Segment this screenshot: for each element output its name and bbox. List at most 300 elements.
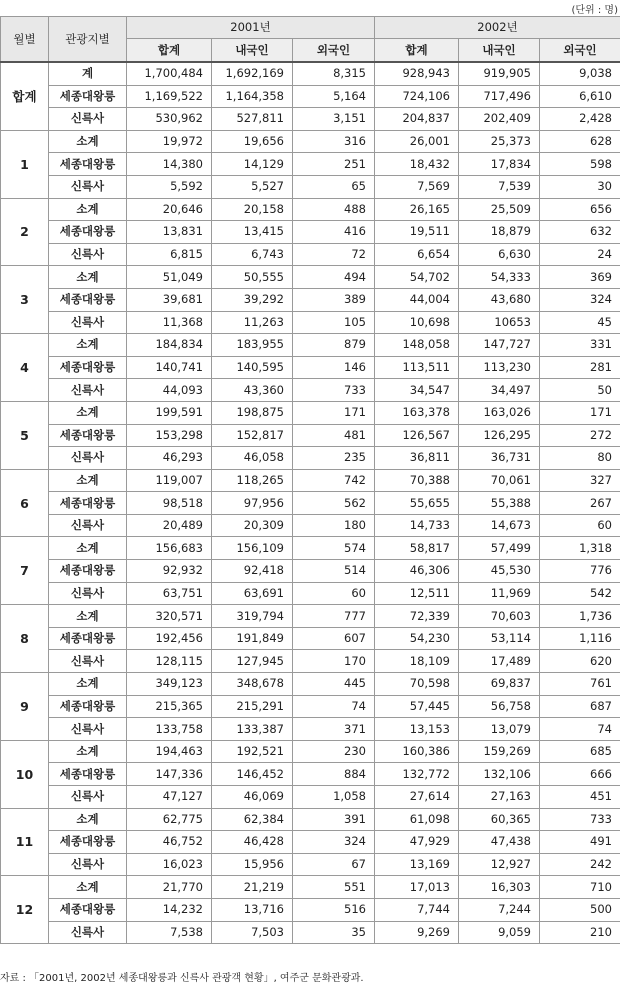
value-cell: 7,539 <box>459 175 540 198</box>
site-cell: 세종대왕릉 <box>49 85 127 108</box>
value-cell: 132,106 <box>459 763 540 786</box>
value-cell: 24 <box>540 243 620 266</box>
value-cell: 514 <box>293 560 375 583</box>
value-cell: 733 <box>293 379 375 402</box>
value-cell: 21,219 <box>212 876 293 899</box>
value-cell: 12,927 <box>459 853 540 876</box>
value-cell: 53,114 <box>459 627 540 650</box>
value-cell: 17,834 <box>459 153 540 176</box>
value-cell: 215,291 <box>212 695 293 718</box>
value-cell: 54,333 <box>459 266 540 289</box>
value-cell: 879 <box>293 334 375 357</box>
value-cell: 607 <box>293 627 375 650</box>
value-cell: 54,702 <box>375 266 459 289</box>
table-row <box>1 921 620 944</box>
value-cell: 6,610 <box>540 85 620 108</box>
value-cell: 516 <box>293 898 375 921</box>
value-cell: 69,837 <box>459 673 540 696</box>
header-total-2002: 합계 <box>375 39 459 63</box>
value-cell: 391 <box>293 808 375 831</box>
value-cell: 118,265 <box>212 469 293 492</box>
table-row <box>1 627 620 650</box>
site-cell: 소계 <box>49 266 127 289</box>
table-row <box>1 311 620 334</box>
value-cell: 61,098 <box>375 808 459 831</box>
table-row <box>1 650 620 673</box>
value-cell: 50,555 <box>212 266 293 289</box>
site-cell: 세종대왕릉 <box>49 492 127 515</box>
site-cell: 세종대왕릉 <box>49 288 127 311</box>
header-domestic-2001: 내국인 <box>212 39 293 63</box>
value-cell: 70,061 <box>459 469 540 492</box>
site-cell: 세종대왕릉 <box>49 221 127 244</box>
table-row <box>1 198 620 221</box>
value-cell: 324 <box>293 831 375 854</box>
value-cell: 63,691 <box>212 582 293 605</box>
value-cell: 25,509 <box>459 198 540 221</box>
value-cell: 562 <box>293 492 375 515</box>
value-cell: 191,849 <box>212 627 293 650</box>
site-cell: 소계 <box>49 740 127 763</box>
value-cell: 113,230 <box>459 356 540 379</box>
value-cell: 46,058 <box>212 447 293 470</box>
value-cell: 192,456 <box>127 627 212 650</box>
table-body <box>1 62 620 944</box>
site-cell: 세종대왕릉 <box>49 831 127 854</box>
value-cell: 133,758 <box>127 718 212 741</box>
value-cell: 50 <box>540 379 620 402</box>
value-cell: 171 <box>293 401 375 424</box>
value-cell: 10,698 <box>375 311 459 334</box>
site-cell: 신륵사 <box>49 718 127 741</box>
value-cell: 133,387 <box>212 718 293 741</box>
value-cell: 19,972 <box>127 130 212 153</box>
table-row <box>1 718 620 741</box>
value-cell: 724,106 <box>375 85 459 108</box>
value-cell: 140,595 <box>212 356 293 379</box>
value-cell: 2,428 <box>540 108 620 131</box>
value-cell: 46,428 <box>212 831 293 854</box>
value-cell: 5,164 <box>293 85 375 108</box>
value-cell: 369 <box>540 266 620 289</box>
value-cell: 928,943 <box>375 62 459 85</box>
value-cell: 327 <box>540 469 620 492</box>
value-cell: 57,445 <box>375 695 459 718</box>
value-cell: 7,569 <box>375 175 459 198</box>
value-cell: 13,831 <box>127 221 212 244</box>
value-cell: 119,007 <box>127 469 212 492</box>
value-cell: 389 <box>293 288 375 311</box>
value-cell: 146,452 <box>212 763 293 786</box>
value-cell: 153,298 <box>127 424 212 447</box>
value-cell: 272 <box>540 424 620 447</box>
value-cell: 488 <box>293 198 375 221</box>
source-note: 자료 : 「2001년, 2002년 세종대왕릉과 신륵사 관광객 현황」, 여주군 문화관광과. <box>0 973 364 984</box>
site-cell: 소계 <box>49 808 127 831</box>
table-row <box>1 469 620 492</box>
site-cell: 세종대왕릉 <box>49 898 127 921</box>
value-cell: 72,339 <box>375 605 459 628</box>
value-cell: 7,744 <box>375 898 459 921</box>
table-row <box>1 401 620 424</box>
value-cell: 17,489 <box>459 650 540 673</box>
value-cell: 9,038 <box>540 62 620 85</box>
value-cell: 194,463 <box>127 740 212 763</box>
value-cell: 74 <box>540 718 620 741</box>
value-cell: 70,598 <box>375 673 459 696</box>
site-cell: 신륵사 <box>49 786 127 809</box>
header-year-2001: 2001년 <box>127 17 375 39</box>
header-year-2002: 2002년 <box>375 17 620 39</box>
value-cell: 14,129 <box>212 153 293 176</box>
value-cell: 70,603 <box>459 605 540 628</box>
value-cell: 39,681 <box>127 288 212 311</box>
value-cell: 20,309 <box>212 514 293 537</box>
value-cell: 21,770 <box>127 876 212 899</box>
value-cell: 451 <box>540 786 620 809</box>
value-cell: 20,489 <box>127 514 212 537</box>
value-cell: 183,955 <box>212 334 293 357</box>
value-cell: 349,123 <box>127 673 212 696</box>
value-cell: 14,673 <box>459 514 540 537</box>
value-cell: 55,655 <box>375 492 459 515</box>
value-cell: 3,151 <box>293 108 375 131</box>
value-cell: 491 <box>540 831 620 854</box>
value-cell: 267 <box>540 492 620 515</box>
value-cell: 36,811 <box>375 447 459 470</box>
table-row <box>1 379 620 402</box>
value-cell: 72 <box>293 243 375 266</box>
value-cell: 685 <box>540 740 620 763</box>
value-cell: 574 <box>293 537 375 560</box>
value-cell: 146 <box>293 356 375 379</box>
value-cell: 11,368 <box>127 311 212 334</box>
value-cell: 632 <box>540 221 620 244</box>
site-cell: 신륵사 <box>49 853 127 876</box>
value-cell: 20,646 <box>127 198 212 221</box>
value-cell: 9,059 <box>459 921 540 944</box>
value-cell: 6,815 <box>127 243 212 266</box>
month-cell: 2 <box>1 198 49 266</box>
value-cell: 251 <box>293 153 375 176</box>
value-cell: 152,817 <box>212 424 293 447</box>
table-row <box>1 62 620 85</box>
value-cell: 105 <box>293 311 375 334</box>
value-cell: 1,169,522 <box>127 85 212 108</box>
header-row-years <box>1 17 620 39</box>
site-cell: 소계 <box>49 130 127 153</box>
table-row <box>1 447 620 470</box>
value-cell: 127,945 <box>212 650 293 673</box>
value-cell: 210 <box>540 921 620 944</box>
value-cell: 371 <box>293 718 375 741</box>
value-cell: 777 <box>293 605 375 628</box>
value-cell: 11,263 <box>212 311 293 334</box>
value-cell: 319,794 <box>212 605 293 628</box>
value-cell: 44,004 <box>375 288 459 311</box>
value-cell: 46,306 <box>375 560 459 583</box>
table-row <box>1 853 620 876</box>
value-cell: 55,388 <box>459 492 540 515</box>
value-cell: 140,741 <box>127 356 212 379</box>
value-cell: 160,386 <box>375 740 459 763</box>
value-cell: 14,733 <box>375 514 459 537</box>
value-cell: 884 <box>293 763 375 786</box>
value-cell: 717,496 <box>459 85 540 108</box>
value-cell: 324 <box>540 288 620 311</box>
site-cell: 신륵사 <box>49 311 127 334</box>
value-cell: 128,115 <box>127 650 212 673</box>
value-cell: 80 <box>540 447 620 470</box>
value-cell: 204,837 <box>375 108 459 131</box>
table-row <box>1 334 620 357</box>
value-cell: 13,169 <box>375 853 459 876</box>
table-row <box>1 808 620 831</box>
value-cell: 919,905 <box>459 62 540 85</box>
value-cell: 170 <box>293 650 375 673</box>
value-cell: 44,093 <box>127 379 212 402</box>
value-cell: 500 <box>540 898 620 921</box>
site-cell: 신륵사 <box>49 243 127 266</box>
header-site: 관광지별 <box>49 17 127 63</box>
value-cell: 25,373 <box>459 130 540 153</box>
value-cell: 281 <box>540 356 620 379</box>
table-row <box>1 560 620 583</box>
table-row <box>1 898 620 921</box>
value-cell: 126,567 <box>375 424 459 447</box>
value-cell: 60 <box>293 582 375 605</box>
value-cell: 11,969 <box>459 582 540 605</box>
value-cell: 46,069 <box>212 786 293 809</box>
value-cell: 530,962 <box>127 108 212 131</box>
month-cell: 8 <box>1 605 49 673</box>
site-cell: 신륵사 <box>49 447 127 470</box>
value-cell: 542 <box>540 582 620 605</box>
value-cell: 171 <box>540 401 620 424</box>
value-cell: 35 <box>293 921 375 944</box>
site-cell: 신륵사 <box>49 650 127 673</box>
value-cell: 62,384 <box>212 808 293 831</box>
value-cell: 26,165 <box>375 198 459 221</box>
value-cell: 13,716 <box>212 898 293 921</box>
site-cell: 신륵사 <box>49 379 127 402</box>
value-cell: 67 <box>293 853 375 876</box>
table-row <box>1 673 620 696</box>
value-cell: 445 <box>293 673 375 696</box>
value-cell: 47,127 <box>127 786 212 809</box>
table-row <box>1 108 620 131</box>
value-cell: 62,775 <box>127 808 212 831</box>
value-cell: 12,511 <box>375 582 459 605</box>
value-cell: 74 <box>293 695 375 718</box>
table-row <box>1 85 620 108</box>
table-row <box>1 221 620 244</box>
value-cell: 1,164,358 <box>212 85 293 108</box>
site-cell: 소계 <box>49 605 127 628</box>
table-row <box>1 537 620 560</box>
value-cell: 34,497 <box>459 379 540 402</box>
value-cell: 60,365 <box>459 808 540 831</box>
table-row <box>1 153 620 176</box>
value-cell: 46,752 <box>127 831 212 854</box>
value-cell: 34,547 <box>375 379 459 402</box>
value-cell: 18,432 <box>375 153 459 176</box>
value-cell: 13,415 <box>212 221 293 244</box>
site-cell: 소계 <box>49 198 127 221</box>
month-cell: 11 <box>1 808 49 876</box>
value-cell: 6,630 <box>459 243 540 266</box>
value-cell: 17,013 <box>375 876 459 899</box>
site-cell: 세종대왕릉 <box>49 560 127 583</box>
value-cell: 656 <box>540 198 620 221</box>
site-cell: 신륵사 <box>49 921 127 944</box>
site-cell: 세종대왕릉 <box>49 356 127 379</box>
value-cell: 16,023 <box>127 853 212 876</box>
value-cell: 1,736 <box>540 605 620 628</box>
month-cell: 12 <box>1 876 49 944</box>
value-cell: 98,518 <box>127 492 212 515</box>
value-cell: 6,743 <box>212 243 293 266</box>
value-cell: 92,932 <box>127 560 212 583</box>
value-cell: 527,811 <box>212 108 293 131</box>
month-cell: 합계 <box>1 62 49 130</box>
table-row <box>1 763 620 786</box>
value-cell: 1,058 <box>293 786 375 809</box>
month-cell: 5 <box>1 401 49 469</box>
value-cell: 46,293 <box>127 447 212 470</box>
value-cell: 58,817 <box>375 537 459 560</box>
header-foreign-2002: 외국인 <box>540 39 620 63</box>
header-domestic-2002: 내국인 <box>459 39 540 63</box>
value-cell: 51,049 <box>127 266 212 289</box>
value-cell: 126,295 <box>459 424 540 447</box>
value-cell: 7,503 <box>212 921 293 944</box>
value-cell: 481 <box>293 424 375 447</box>
value-cell: 348,678 <box>212 673 293 696</box>
value-cell: 742 <box>293 469 375 492</box>
value-cell: 5,592 <box>127 175 212 198</box>
table-row <box>1 695 620 718</box>
value-cell: 1,692,169 <box>212 62 293 85</box>
value-cell: 45 <box>540 311 620 334</box>
site-cell: 세종대왕릉 <box>49 627 127 650</box>
value-cell: 26,001 <box>375 130 459 153</box>
value-cell: 27,614 <box>375 786 459 809</box>
site-cell: 세종대왕릉 <box>49 695 127 718</box>
value-cell: 628 <box>540 130 620 153</box>
table-header <box>1 17 620 63</box>
value-cell: 15,956 <box>212 853 293 876</box>
value-cell: 57,499 <box>459 537 540 560</box>
value-cell: 63,751 <box>127 582 212 605</box>
value-cell: 97,956 <box>212 492 293 515</box>
month-cell: 1 <box>1 130 49 198</box>
table-row <box>1 514 620 537</box>
value-cell: 7,538 <box>127 921 212 944</box>
table-row <box>1 424 620 447</box>
value-cell: 13,153 <box>375 718 459 741</box>
value-cell: 30 <box>540 175 620 198</box>
value-cell: 54,230 <box>375 627 459 650</box>
value-cell: 416 <box>293 221 375 244</box>
value-cell: 202,409 <box>459 108 540 131</box>
value-cell: 113,511 <box>375 356 459 379</box>
value-cell: 687 <box>540 695 620 718</box>
header-month: 월별 <box>1 17 49 63</box>
value-cell: 16,303 <box>459 876 540 899</box>
value-cell: 192,521 <box>212 740 293 763</box>
value-cell: 733 <box>540 808 620 831</box>
value-cell: 14,380 <box>127 153 212 176</box>
value-cell: 199,591 <box>127 401 212 424</box>
value-cell: 163,378 <box>375 401 459 424</box>
value-cell: 1,116 <box>540 627 620 650</box>
value-cell: 10653 <box>459 311 540 334</box>
month-cell: 3 <box>1 266 49 334</box>
value-cell: 43,360 <box>212 379 293 402</box>
value-cell: 761 <box>540 673 620 696</box>
value-cell: 148,058 <box>375 334 459 357</box>
value-cell: 18,879 <box>459 221 540 244</box>
value-cell: 242 <box>540 853 620 876</box>
value-cell: 60 <box>540 514 620 537</box>
value-cell: 163,026 <box>459 401 540 424</box>
value-cell: 8,315 <box>293 62 375 85</box>
header-total-2001: 합계 <box>127 39 212 63</box>
value-cell: 14,232 <box>127 898 212 921</box>
value-cell: 47,929 <box>375 831 459 854</box>
table-row <box>1 582 620 605</box>
value-cell: 1,700,484 <box>127 62 212 85</box>
value-cell: 551 <box>293 876 375 899</box>
value-cell: 27,163 <box>459 786 540 809</box>
value-cell: 39,292 <box>212 288 293 311</box>
table-row <box>1 356 620 379</box>
site-cell: 소계 <box>49 334 127 357</box>
value-cell: 215,365 <box>127 695 212 718</box>
value-cell: 320,571 <box>127 605 212 628</box>
value-cell: 13,079 <box>459 718 540 741</box>
value-cell: 19,511 <box>375 221 459 244</box>
value-cell: 666 <box>540 763 620 786</box>
table-row <box>1 130 620 153</box>
table-row <box>1 605 620 628</box>
table-row <box>1 786 620 809</box>
value-cell: 147,336 <box>127 763 212 786</box>
site-cell: 소계 <box>49 876 127 899</box>
value-cell: 235 <box>293 447 375 470</box>
site-cell: 세종대왕릉 <box>49 153 127 176</box>
site-cell: 신륵사 <box>49 582 127 605</box>
value-cell: 65 <box>293 175 375 198</box>
table-row <box>1 175 620 198</box>
value-cell: 7,244 <box>459 898 540 921</box>
value-cell: 132,772 <box>375 763 459 786</box>
value-cell: 180 <box>293 514 375 537</box>
value-cell: 331 <box>540 334 620 357</box>
value-cell: 70,388 <box>375 469 459 492</box>
value-cell: 56,758 <box>459 695 540 718</box>
value-cell: 776 <box>540 560 620 583</box>
visitor-statistics-table <box>0 16 620 944</box>
value-cell: 9,269 <box>375 921 459 944</box>
value-cell: 494 <box>293 266 375 289</box>
value-cell: 45,530 <box>459 560 540 583</box>
site-cell: 소계 <box>49 401 127 424</box>
site-cell: 소계 <box>49 537 127 560</box>
site-cell: 신륵사 <box>49 108 127 131</box>
value-cell: 43,680 <box>459 288 540 311</box>
